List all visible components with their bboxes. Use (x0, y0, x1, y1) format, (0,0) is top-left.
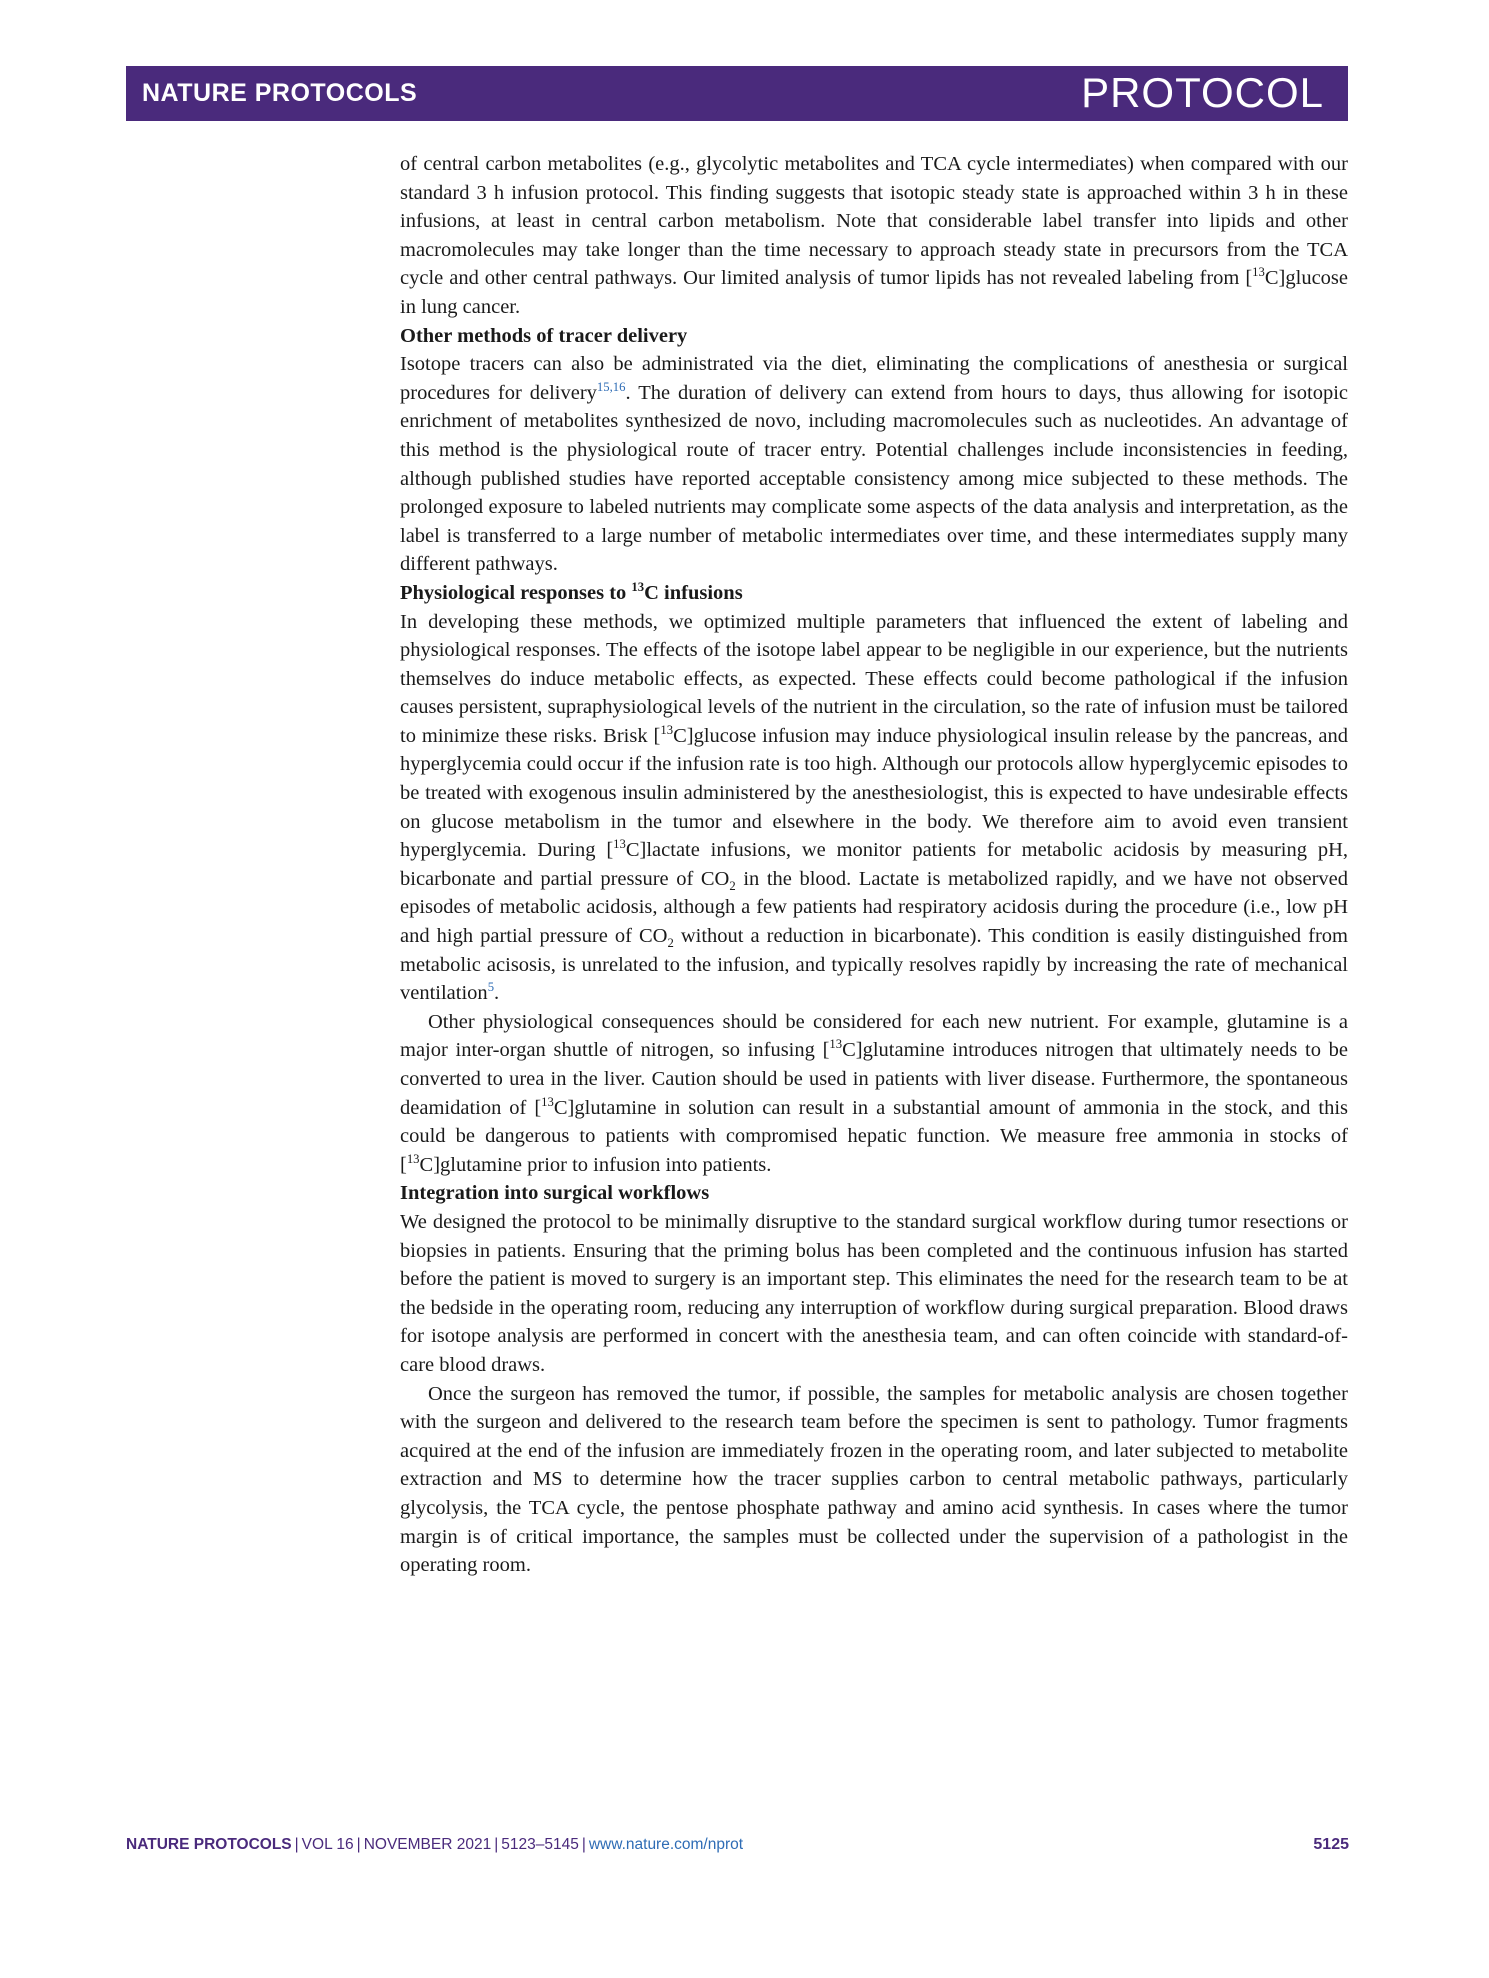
footer-journal: NATURE PROTOCOLS (126, 1836, 292, 1853)
section-heading-surgical-workflows: Integration into surgical workflows (400, 1182, 710, 1205)
physiological-paragraph-2: Other physiological consequences should be considered for each new nutrient. For example, glutamine is a major inter-organ shuttle of nitrogen, so infusing [$^{13}$C]glutamine introduces nitrogen that ultimately needs to be converted to urea in the liver. Caution should be used in patients with liver disease. Furthermore, the spontaneous deamidation of [$^{13}$C]glutamine in solution can result in a substantial amount of ammonia in the stock, and this could be dangerous to patients with compromised hepatic function. We measure free ammonia in stocks of [$^{13}$C]glutamine prior to infusion into patients. (400, 1010, 1349, 1176)
workflow-paragraph-1: We designed the protocol to be minimally disruptive to the standard surgical workflow during tumor resections or biopsies in patients. Ensuring that the priming bolus has been completed and the continuous infusion has started before the patient is moved to surgery is an important step. This eliminates the need for the research team to be at the bedside in the operating room, reducing any interruption of workflow during surgical preparation. Blood draws for isotope analysis are performed in concert with the anesthesia team, and can often coincide with standard-of-care blood draws. (400, 1210, 1348, 1376)
workflow-paragraph-2: Once the surgeon has removed the tumor, if possible, the samples for metabolic analysis are chosen together with the surgeon and delivered to the research team before the specimen is sent to pathology. Tumor fragments acquired at the end of the infusion are immediately frozen in the operating room, and later subjected to metabolite extraction and MS to determine how the tracer supplies carbon to central metabolic pathways, particularly glycolysis, the TCA cycle, the pentose phosphate pathway and amino acid synthesis. In cases where the tumor margin is of critical importance, the samples must be collected under the supervision of a pathologist in the operating room. (400, 1382, 1348, 1577)
footer-volume: VOL 16 (301, 1836, 354, 1853)
section-heading-tracer-delivery: Other methods of tracer delivery (400, 324, 688, 347)
article-body (400, 150, 1348, 1580)
header-bar (126, 66, 1348, 121)
article-type: PROTOCOL (1081, 69, 1324, 116)
page-footer: NATURE PROTOCOLS | VOL 16 | NOVEMBER 2021 | 5123–5145 | www.nature.com/nprot (126, 1836, 744, 1853)
physiological-paragraph-1: In developing these methods, we optimized multiple parameters that influenced the extent of labeling and physiological responses. The effects of the isotope label appear to be negligible in our experience, but the nutrients themselves do induce metabolic effects, as expected. These effects could become pathological if the infusion causes persistent, supraphysiological levels of the nutrient in the circulation, so the rate of infusion must be tailored to minimize these risks. Brisk [$^{13}$C]glucose infusion may induce physiological insulin release by the pancreas, and hyperglycemia could occur if the infusion rate is too high. Although our protocols allow hyperglycemic episodes to be treated with exogenous insulin administered by the anesthesiologist, this is expected to have undesirable effects on glucose metabolism in the tumor and elsewhere in the body. We therefore aim to avoid even transient hyperglycemia. During [$^{13}$C]lactate infusions, we monitor patients for metabolic acidosis by measuring pH, bicarbonate and partial pressure of $CO_2$ in the blood. Lactate is metabolized rapidly, and we have not observed episodes of metabolic acidosis, although a few patients had respiratory acidosis during the procedure (i.e., low pH and high partial pressure of $CO_2$ without a reduction in bicarbonate). This condition is easily distinguished from metabolic acisosis, is unrelated to the infusion, and typically resolves rapidly by increasing the rate of mechanical ventilation$^5$. (400, 610, 1348, 1005)
isotope-superscript: 13 (1252, 265, 1265, 280)
footer-url-link[interactable]: www.nature.com/nprot (588, 1836, 744, 1853)
journal-name: NATURE PROTOCOLS (142, 79, 418, 107)
page-number: 5125 (1313, 1836, 1349, 1853)
reference-link[interactable]: 5 (487, 980, 495, 995)
tracer-delivery-paragraph: Isotope tracers can also be administrated via the diet, eliminating the complications of anesthesia or surgical procedures for delivery$^{15,16}$. The duration of delivery can extend from hours to days, thus allowing for isotopic enrichment of metabolites synthesized de novo, including macromolecules such as nucleotides. An advantage of this method is the physiological route of tracer entry. Potential challenges include inconsistencies in feeding, although published studies have reported acceptable consistency among mice subjected to these methods. The prolonged exposure to labeled nutrients may complicate some aspects of the data analysis and interpretation, as the label is transferred to a large number of metabolic intermediates over time, and these intermediates supply many different pathways. (400, 353, 1348, 576)
footer-pages: 5123–5145 (501, 1836, 579, 1853)
footer-date: NOVEMBER 2021 (363, 1836, 492, 1853)
intro-paragraph: of central carbon metabolites (e.g., glycolytic metabolites and TCA cycle intermediates) when compared with our standard 3 h infusion protocol. This finding suggests that isotopic steady state is approached within 3 h in these infusions, at least in central carbon metabolism. Note that considerable label transfer into lipids and other macromolecules may take longer than the time necessary to approach steady state in precursors from the TCA cycle and other central pathways. Our limited analysis of tumor lipids has not revealed labeling from [$^{13}$C]glucose in lung cancer. (400, 153, 1348, 318)
reference-link[interactable]: 15,16 (596, 379, 626, 394)
section-heading-physiological-responses: Physiological responses to $^{13}$C infusions (400, 580, 743, 604)
